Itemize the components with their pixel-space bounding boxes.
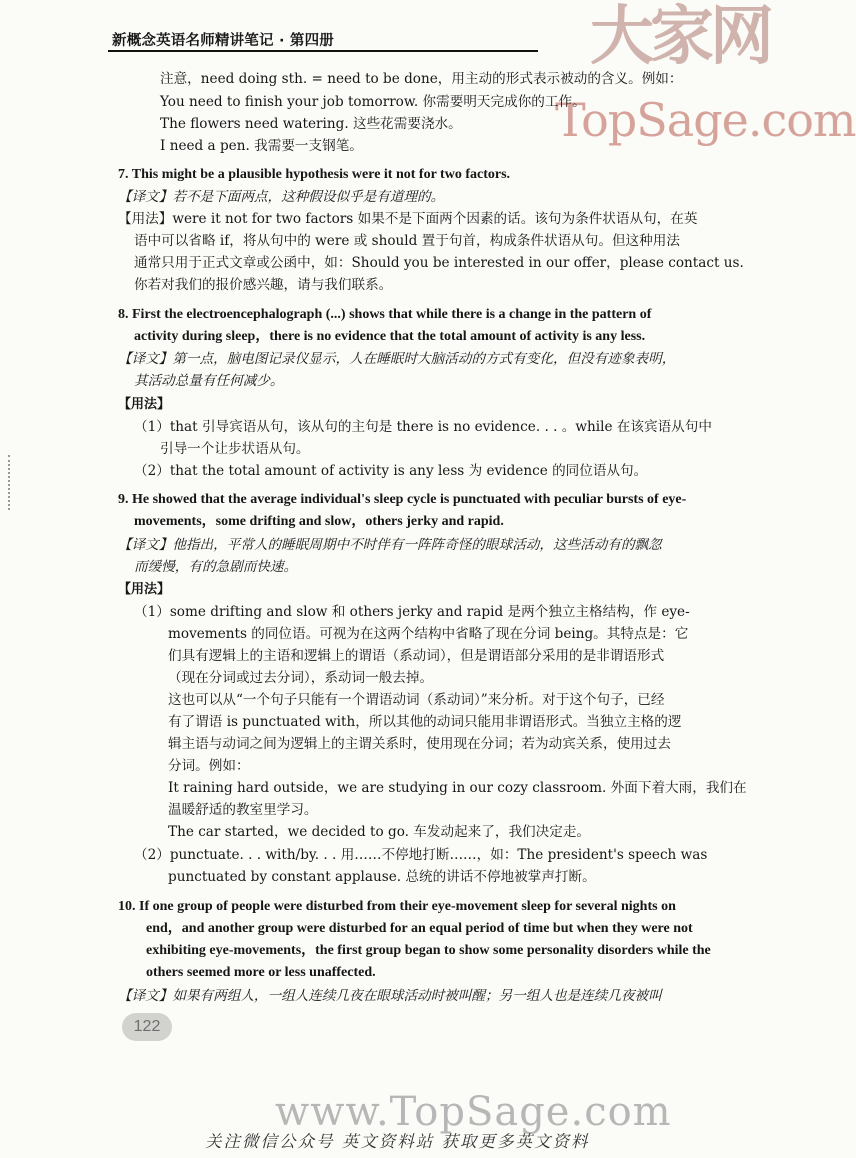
text-line: （现在分词或过去分词），系动词一般去掉。 [168,670,434,686]
page-number: 122 [122,1013,172,1041]
text-line: （1）some drifting and slow 和 others jerky and rapid 是两个独立主格结构，作 eye- [134,604,690,620]
translation-line: 【译文】第一点，脑电图记录仪显示，人在睡眠时大脑活动的方式有变化，但没有迹象表明， [118,351,676,367]
text-line: 你若对我们的报价感兴趣，请与我们联系。 [134,277,393,293]
translation-line: 而缓慢，有的急剧而快速。 [134,559,298,575]
usage-tag: 【用法】 [118,582,171,597]
header-title: 新概念英语名师精讲笔记 · 第四册 [112,33,335,49]
translation-line: 【译文】他指出，平常人的睡眠周期中不时伴有一阵阵奇怪的眼球活动，这些活动有的飘忽 [118,537,662,553]
text-line: 有了谓语 is punctuated with，所以其他的动词只能用非谓语形式。当独立主格的逻 [168,714,682,730]
sentence-heading-8: 8. First the electroencephalograph (...) shows that while there is a change in the pattern of [118,307,652,322]
sentence-heading-9: 9. He showed that the average individual's sleep cycle is punctuated with peculiar bursts of eye- [118,492,687,507]
sentence-heading-10-cont: end，and another group were disturbed for an equal period of time but when they were not [146,921,693,936]
sentence-heading-10-cont: exhibiting eye-movements，the first group began to show some personality disorders while the [146,943,711,958]
sentence-heading-10-cont: others seemed more or less unaffected. [146,965,376,980]
translation-line: 【译文】如果有两组人，一组人连续几夜在眼球活动时被叫醒；另一组人也是连续几夜被叫 [118,988,662,1004]
sentence-heading-7: 7. This might be a plausible hypothesis were it not for two factors. [118,167,511,182]
text-line: punctuated by constant applause. 总统的讲话不停地被掌声打断。 [168,869,596,885]
text-line: It raining hard outside，we are studying in our cozy classroom. 外面下着大雨，我们在 [168,780,747,796]
text-line: （2）punctuate. . . with/by. . . 用……不停地打断……，如：The president's speech was [134,847,708,863]
watermark-bottom-url: www.TopSage.com [275,1089,672,1135]
text-line: 分词。例如： [168,758,250,774]
text-line: 辑主语与动词之间为逻辑上的主谓关系时，使用现在分词；若为动宾关系，使用过去 [168,736,671,752]
sentence-heading-8-cont: activity during sleep，there is no evidence that the total amount of activity is any less. [134,329,646,344]
translation-line: 【译文】若不是下面两点，这种假设似乎是有道理的。 [118,189,445,205]
margin-binding-marks [8,455,10,510]
watermark-logo: 大家网 [590,0,770,74]
translation-line: 其活动总量有任何减少。 [134,373,284,389]
text-line: I need a pen. 我需要一支钢笔。 [160,138,363,154]
text-line: 注意，need doing sth. = need to be done，用主动的形式表示被动的含义。例如： [160,71,683,87]
footer-note: 关注微信公众号 英文资料站 获取更多英文资料 [205,1132,590,1151]
text-line: 这也可以从“一个句子只能有一个谓语动词（系动词）”来分析。对于这个句子，已经 [168,692,665,708]
usage-tag: 【用法】 [118,397,171,412]
text-line: 语中可以省略 if，将从句中的 were 或 should 置于句首，构成条件状语从句。但这种用法 [134,233,680,249]
text-line: 温暖舒适的教室里学习。 [168,802,318,818]
text-line: 引导一个让步状语从句。 [160,441,310,457]
text-line: The flowers need watering. 这些花需要浇水。 [160,116,462,132]
watermark-url: TopSage.com [555,93,856,147]
text-line: You need to finish your job tomorrow. 你需要明天完成你的工作。 [160,94,586,110]
text-line: movements 的同位语。可视为在这两个结构中省略了现在分词 being。其特点是：它 [168,626,689,642]
text-line: 通常只用于正式文章或公函中，如：Should you be interested in our offer，please contact us. [134,255,744,271]
usage-line: 【用法】were it not for two factors 如果不是下面两个因素的话。该句为条件状语从句，在英 [118,211,698,227]
text-line: （1）that 引导宾语从句，该从句的主句是 there is no evidence. . . 。while 在该宾语从句中 [134,419,712,435]
text-line: （2）that the total amount of activity is any less 为 evidence 的同位语从句。 [134,463,648,479]
sentence-heading-9-cont: movements，some drifting and slow，others jerky and rapid. [134,514,504,529]
sentence-heading-10: 10. If one group of people were disturbed from their eye-movement sleep for several nights on [118,899,676,914]
text-line: The car started，we decided to go. 车发动起来了，我们决定走。 [168,824,591,840]
text-line: 们具有逻辑上的主语和逻辑上的谓语（系动词），但是谓语部分采用的是非谓语形式 [168,648,665,664]
